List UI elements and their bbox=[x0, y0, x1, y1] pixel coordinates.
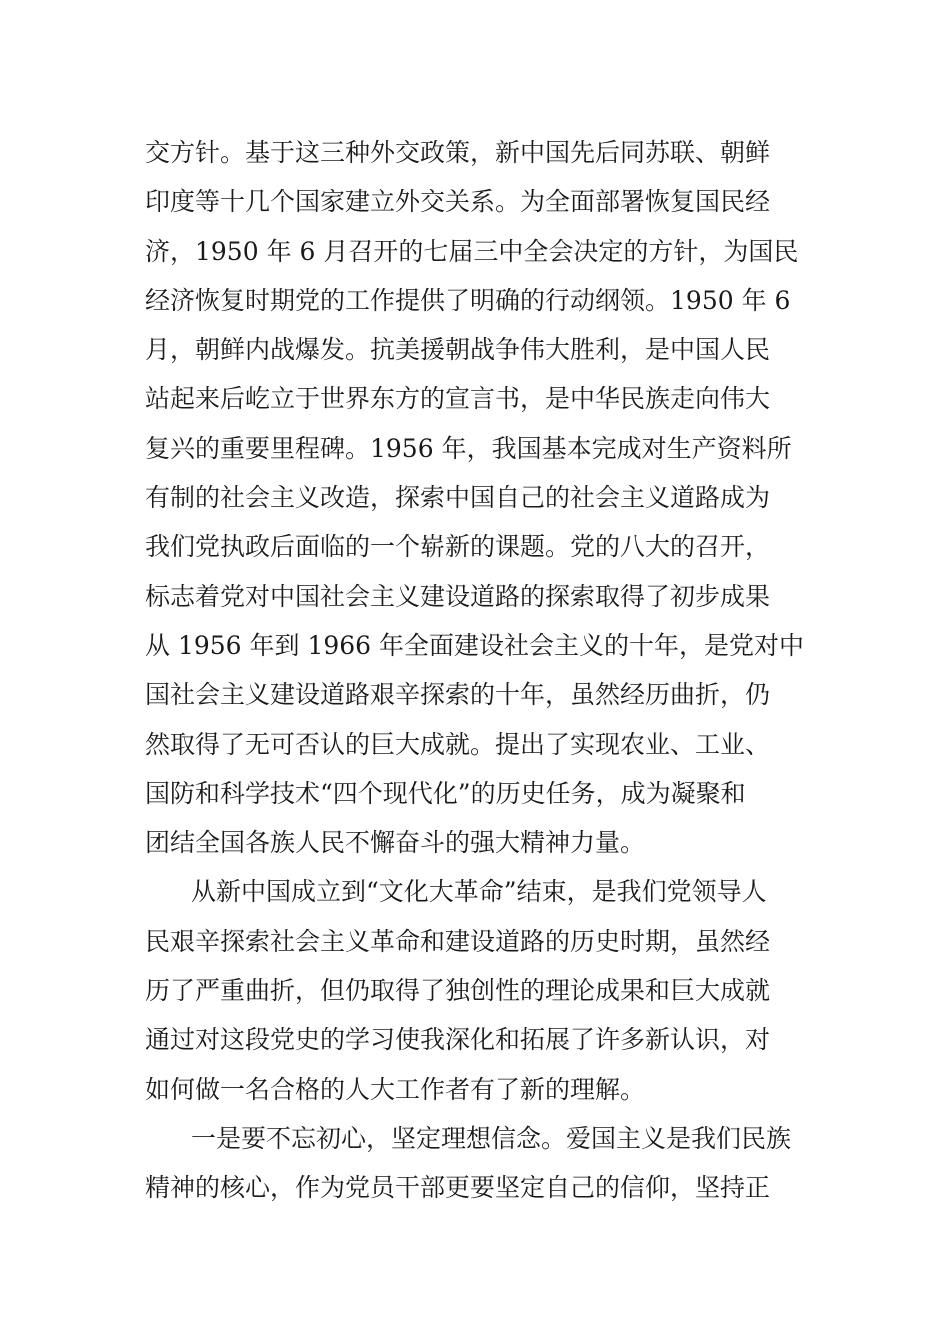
paragraph-1-line-4: 经济恢复时期党的工作提供了明确的行动纲领。1950 年 6 bbox=[145, 285, 791, 315]
paragraph-1-line-14: 国防和科学技术“四个现代化”的历史任务，成为凝聚和 bbox=[145, 778, 746, 808]
paragraph-2-line-2: 民艰辛探索社会主义革命和建设道路的历史时期，虽然经 bbox=[145, 926, 771, 956]
paragraph-1-line-13: 然取得了无可否认的巨大成就。提出了实现农业、工业、 bbox=[145, 729, 771, 759]
document-body bbox=[145, 128, 805, 1213]
paragraph-1-line-10: 标志着党对中国社会主义建设道路的探索取得了初步成果 bbox=[145, 581, 771, 611]
paragraph-1-line-5: 月，朝鲜内战爆发。抗美援朝战争伟大胜利，是中国人民 bbox=[145, 335, 771, 365]
paragraph-1-line-11: 从 1956 年到 1966 年全面建设社会主义的十年，是党对中 bbox=[145, 630, 805, 660]
paragraph-1-line-3: 济，1950 年 6 月召开的七届三中全会决定的方针，为国民 bbox=[145, 236, 799, 266]
paragraph-1-line-15: 团结全国各族人民不懈奋斗的强大精神力量。 bbox=[145, 828, 646, 858]
paragraph-2-line-1: 从新中国成立到“文化大革命”结束，是我们党领导人 bbox=[191, 877, 767, 907]
paragraph-1-line-2: 印度等十几个国家建立外交关系。为全面部署恢复国民经 bbox=[145, 187, 771, 217]
paragraph-2-line-4: 通过对这段党史的学习使我深化和拓展了许多新认识，对 bbox=[145, 1025, 771, 1055]
paragraph-3-line-1: 一是要不忘初心，坚定理想信念。爱国主义是我们民族 bbox=[191, 1123, 792, 1153]
paragraph-1-line-9: 我们党执政后面临的一个崭新的课题。党的八大的召开， bbox=[145, 532, 771, 562]
paragraph-2-line-3: 历了严重曲折，但仍取得了独创性的理论成果和巨大成就 bbox=[145, 976, 771, 1006]
paragraph-1-line-1: 交方针。基于这三种外交政策，新中国先后同苏联、朝鲜 bbox=[145, 138, 771, 167]
paragraph-1-line-6: 站起来后屹立于世界东方的宣言书，是中华民族走向伟大 bbox=[145, 384, 771, 414]
paragraph-3-line-2: 精神的核心，作为党员干部更要坚定自己的信仰，坚持正 bbox=[145, 1173, 771, 1203]
paragraph-1-line-12: 国社会主义建设道路艰辛探索的十年，虽然经历曲折，仍 bbox=[145, 680, 771, 710]
paragraph-1-line-7: 复兴的重要里程碑。1956 年，我国基本完成对生产资料所 bbox=[145, 433, 792, 463]
paragraph-2-line-5: 如何做一名合格的人大工作者有了新的理解。 bbox=[145, 1074, 646, 1104]
paragraph-1-line-8: 有制的社会主义改造，探索中国自己的社会主义道路成为 bbox=[145, 483, 771, 513]
